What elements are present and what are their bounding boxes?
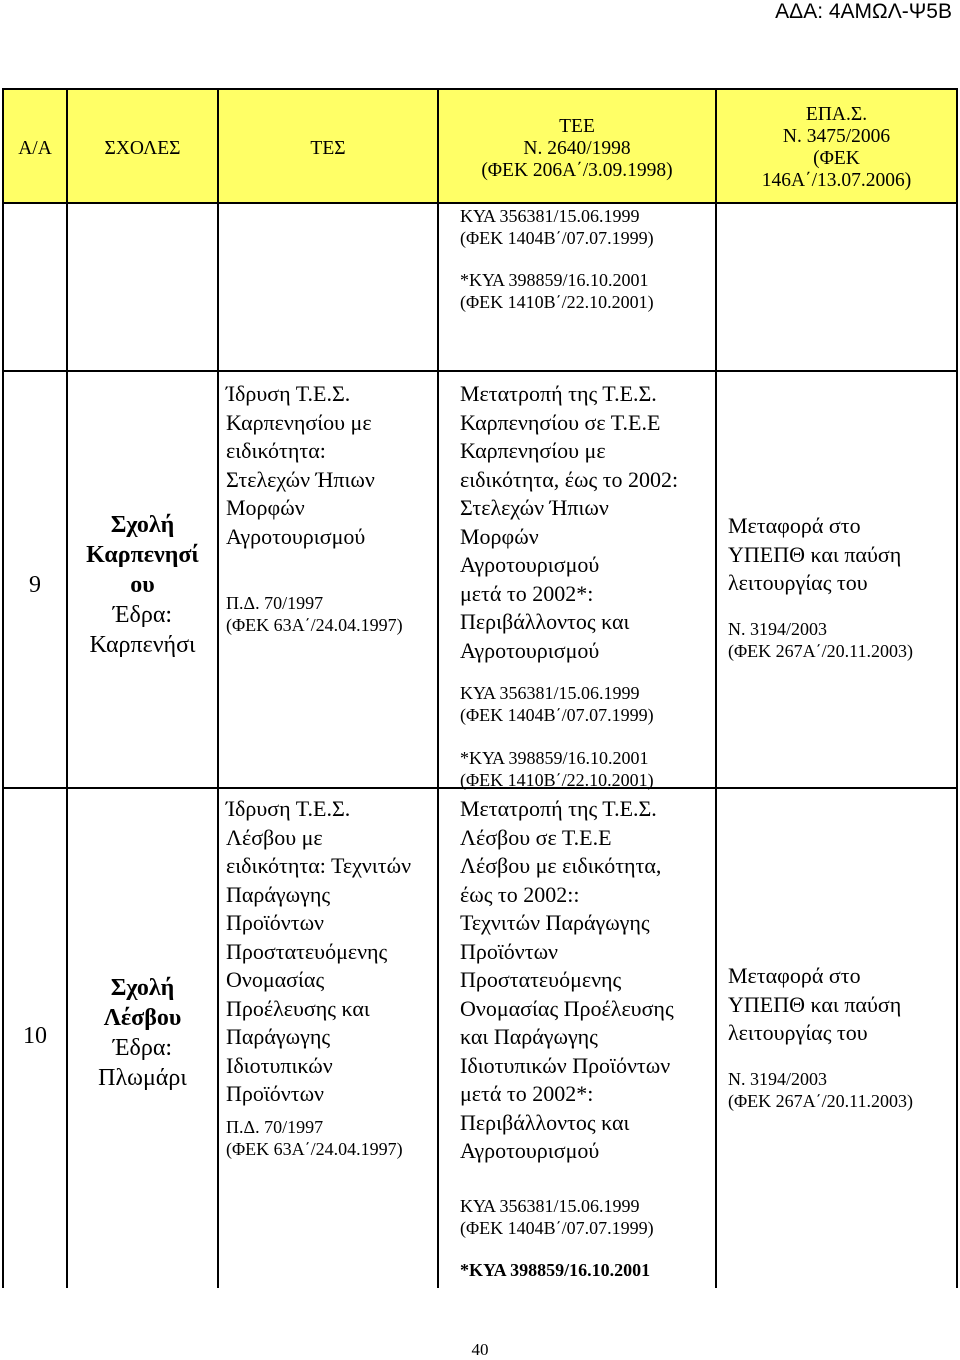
row-9-tee-refs: ΚΥΑ 356381/15.06.1999 (ΦΕΚ 1404Β΄/07.07.1999) *ΚΥΑ 398859/16.10.2001 (ΦΕΚ 1410Β΄/22.10.2001): [460, 683, 654, 790]
row-10-epas: Μεταφορά στο ΥΠΕΠΘ και παύση λειτουργίας του: [728, 963, 902, 1045]
row-9-number: 9: [29, 572, 41, 598]
table-border-left: [2, 88, 4, 1288]
row-10-tes-pd: Π.Δ. 70/1997 (ΦΕΚ 63Α΄/24.04.1997): [226, 1117, 403, 1159]
row-10-school: Σχολή Λέσβου Έδρα: Πλωμάρι: [98, 975, 187, 1091]
row-9-tes: Ίδρυση Τ.Ε.Σ. Καρπενησίου με ειδικότητα: Στελεχών Ήπιων Μορφών Αγροτουρισμού: [226, 381, 375, 549]
row-10-tes: Ίδρυση Τ.Ε.Σ. Λέσβου με ειδικότητα: Τεχνιτών Παράγωγης Προϊόντων Προστατευόμενης Ονομασίας Προέλευσης και Παράγωγης Ιδιοτυπικών Προϊόντων: [226, 796, 412, 1106]
row-9-tee: Μετατροπή της Τ.Ε.Σ. Καρπενησίου σε Τ.Ε.Ε Καρπενησίου με ειδικότητα, έως το 2002: Στελεχών Ήπιων Μορφών Αγροτουρισμού μετά το 2002*: Περιβάλλοντος και Αγροτουρισμού: [460, 381, 679, 663]
row-9-epas-law: Ν. 3194/2003 (ΦΕΚ 267Α΄/20.11.2003): [728, 619, 913, 661]
table-row-separator-1: [2, 370, 958, 372]
table-col-line-3: [437, 88, 439, 1288]
header-tee: ΤΕΕ Ν. 2640/1998 (ΦΕΚ 206Α΄/3.09.1998): [481, 116, 673, 181]
table-col-line-2: [217, 88, 219, 1288]
row-9-school: Σχολή Καρπενησί ου Έδρα: Καρπενήσι: [86, 512, 199, 658]
table-border-top: [2, 88, 958, 90]
table-col-line-4: [715, 88, 717, 1288]
row-10-epas-law: Ν. 3194/2003 (ΦΕΚ 267Α΄/20.11.2003): [728, 1069, 913, 1111]
header-tee-refs: ΚΥΑ 356381/15.06.1999 (ΦΕΚ 1404Β΄/07.07.1999) *ΚΥΑ 398859/16.10.2001 (ΦΕΚ 1410Β΄/22.10.2001): [460, 206, 654, 312]
header-schools: ΣΧΟΛΕΣ: [104, 138, 181, 159]
row-9-tes-pd: Π.Δ. 70/1997 (ΦΕΚ 63Α΄/24.04.1997): [226, 593, 403, 635]
page-number: 40: [471, 1340, 489, 1359]
row-9-epas: Μεταφορά στο ΥΠΕΠΘ και παύση λειτουργίας του: [728, 513, 902, 595]
ada-code: ΑΔΑ: 4ΑΜΩΛ-Ψ5Β: [775, 0, 952, 23]
row-10-tee: Μετατροπή της Τ.Ε.Σ. Λέσβου σε Τ.Ε.Ε Λέσβου με ειδικότητα, έως το 2002:: Τεχνιτών Παράγωγης Προϊόντων Προστατευόμενης Ονομασίας Προέλευσης και Παράγωγης Ιδιοτυπικών Προϊόντων μετά το 2002*: Περιβάλλοντος και Αγροτουρισμού: [460, 796, 674, 1163]
header-aa: Α/Α: [18, 138, 52, 159]
row-10-tee-refs: ΚΥΑ 356381/15.06.1999 (ΦΕΚ 1404Β΄/07.07.1999) *ΚΥΑ 398859/16.10.2001: [460, 1196, 654, 1280]
table-border-header-bottom: [2, 202, 958, 204]
header-epas: ΕΠΑ.Σ. Ν. 3475/2006 (ΦΕΚ 146Α΄/13.07.2006): [761, 104, 912, 191]
table-col-line-1: [66, 88, 68, 1288]
table-border-right: [956, 88, 958, 1288]
header-tes: ΤΕΣ: [310, 138, 346, 159]
row-10-number: 10: [23, 1023, 47, 1049]
